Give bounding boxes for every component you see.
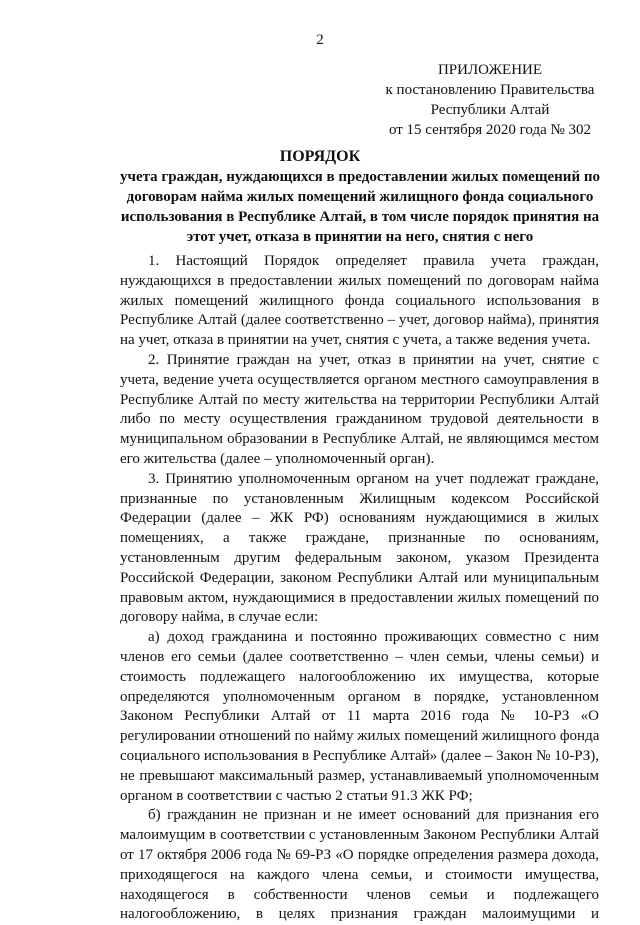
document-title: ПОРЯДОК (279, 148, 361, 165)
body-line: либо по месту осуществления гражданином трудовой деятельности в (120, 411, 599, 428)
body-line: приходящегося на каждого члена семьи, и стоимости имущества, (120, 866, 599, 883)
body-line: учета, ведение учета осуществляется органом местного самоуправления в (120, 371, 599, 388)
body-line: 2. Принятие граждан на учет, отказ в принятии на учет, снятие с (148, 351, 599, 368)
appendix-line: от 15 сентября 2020 года № 302 (388, 122, 592, 138)
body-line: регулировании отношений по найму жилых помещений жилищного фонда (120, 728, 600, 745)
body-line: Республике Алтай по месту жительства на территории Республики Алтай (120, 391, 599, 408)
body-line: его жительства (далее – уполномоченный орган). (120, 450, 435, 467)
body-line: находящегося в собственности членов семьи и подлежащего (120, 886, 599, 903)
body-line: а) доход гражданина и постоянно проживающих совместно с ним (148, 629, 599, 646)
document-subtitle (120, 167, 600, 247)
body-line: членов его семьи (далее соответственно – член семьи, члены семьи) и (120, 648, 599, 665)
body-line: 1. Настоящий Порядок определяет правила учета граждан, (148, 253, 599, 269)
body-line: от 17 октября 2006 года № 69-РЗ «О порядке определения размера дохода, (120, 846, 599, 863)
body-line: Российской Федерации, законом Республики Алтай или муниципальным (120, 569, 599, 586)
document-body (120, 252, 599, 925)
body-line: установленным другим федеральным законом, указом Президента (120, 549, 599, 566)
subtitle-line: использования в Республике Алтай, в том числе порядок принятия на (120, 209, 600, 225)
body-line: Федерации (далее – ЖК РФ) основаниям нуждающимися в жилых (120, 510, 599, 527)
body-line: помещениях, а также граждане, признанные по основаниям, (120, 530, 599, 547)
body-line: 3. Принятию уполномоченным органом на учет подлежат граждане, (148, 470, 599, 487)
body-line: правовым актом, нуждающимися в предоставлении жилых помещений по (120, 589, 599, 606)
body-line: органом в соответствии с частью 2 статьи 91.3 ЖК РФ; (120, 787, 473, 804)
appendix-line: к постановлению Правительства (385, 82, 595, 98)
body-line: муниципальном образовании в Республике Алтай, не являющимся местом (120, 431, 599, 448)
body-line: жилых помещений жилищного фонда социального использования в (120, 292, 599, 309)
body-line: б) гражданин не признан и не имеет оснований для признания его (148, 807, 599, 824)
appendix-line: Республики Алтай (430, 102, 550, 118)
body-line: на учет, отказа в принятии на учет, снятия с учета, а также ведения учета. (120, 332, 591, 349)
body-line: нуждающихся в предоставлении жилых помещений по договорам найма (120, 272, 599, 289)
subtitle-line: договорам найма жилых помещений жилищного фонда социального (126, 189, 594, 205)
body-line: Законом Республики Алтай от 11 марта 2016 года № 10-РЗ «О (120, 708, 599, 725)
body-line: малоимущим в соответствии с установленным Законом Республики Алтай (120, 827, 599, 844)
subtitle-line: учета граждан, нуждающихся в предоставлении жилых помещений по (120, 169, 600, 185)
subtitle-line: этот учет, отказа в принятии на него, снятия с него (186, 229, 534, 245)
body-line: стоимость подлежащего налогообложению их имущества, которые (120, 668, 599, 685)
body-line: налогообложению, в целях признания граждан малоимущими и (120, 906, 599, 923)
body-line: договору найма, в случае если: (120, 609, 319, 626)
body-line: определяются уполномоченным органом в порядке, установленном (120, 688, 599, 705)
body-line: Республике Алтай (далее соответственно – учет, договор найма), принятия (120, 312, 599, 329)
page-number: 2 (316, 32, 324, 48)
body-line: признанные по установленным Жилищным кодексом Российской (120, 490, 599, 507)
appendix-block (360, 60, 620, 140)
appendix-title: ПРИЛОЖЕНИЕ (437, 62, 543, 78)
body-line: не превышают максимальный размер, устанавливаемый уполномоченным (120, 767, 599, 784)
body-line: социального использования в Республике Алтай» (далее – Закон № 10-РЗ), (120, 747, 599, 764)
